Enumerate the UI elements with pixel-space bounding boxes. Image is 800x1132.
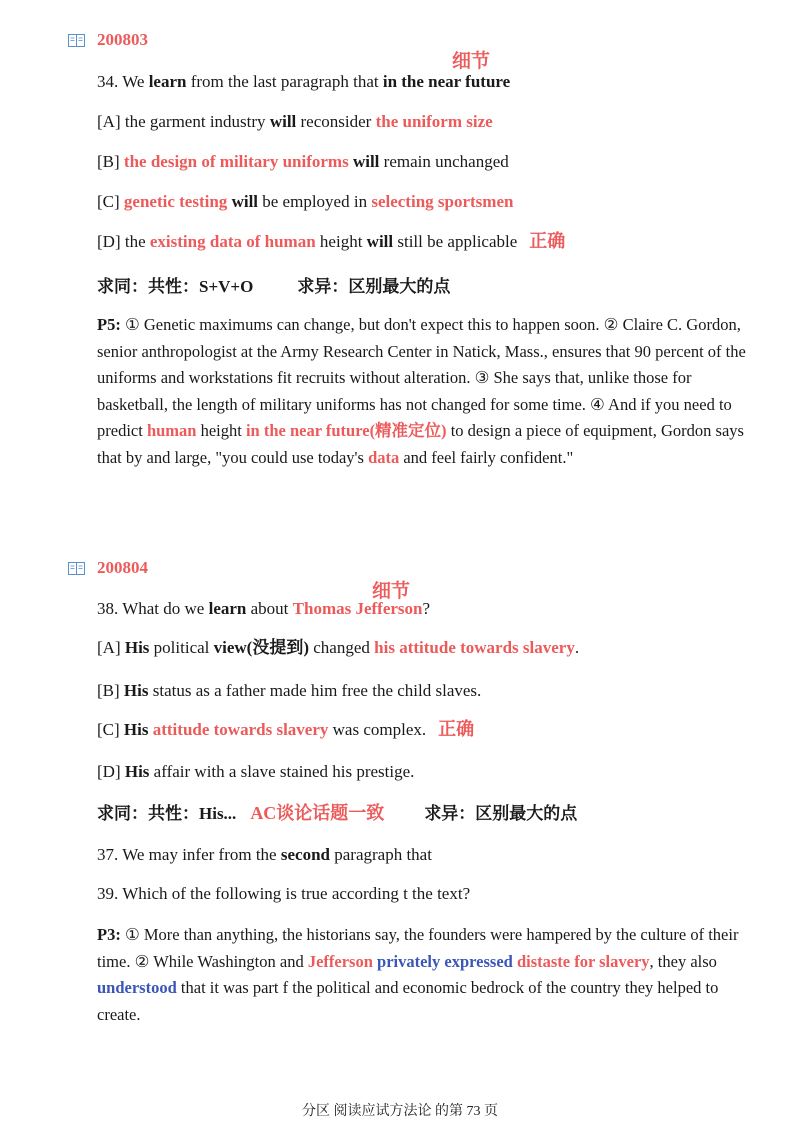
option-b: [B] the design of military uniforms will remain unchanged <box>97 152 509 171</box>
summary-line: 求同：共性：His... AC谈论话题一致 求异：区别最大的点 <box>97 803 578 823</box>
passage-p3: P3: ① More than anything, the historians say, the founders were hampered by the culture of their time. ② While Washington and Jefferson privately expressed distaste for slavery, they also understood that it was part f the political and economic bedrock of the country they helped to create. <box>97 925 739 1024</box>
option-d: [D] the existing data of human height will still be applicable 正确 <box>97 231 566 251</box>
book-icon <box>68 562 85 575</box>
section-header-200803 <box>68 30 148 50</box>
option-c: [C] His attitude towards slavery was complex. 正确 <box>97 719 475 739</box>
option-a: [A] the garment industry will reconsider the uniform size <box>97 112 493 131</box>
book-icon <box>68 34 85 47</box>
question-37: 37. We may infer from the second paragraph that <box>97 845 432 864</box>
summary-line: 求同：共性：S+V+O 求异：区别最大的点 <box>97 277 451 296</box>
option-d: [D] His affair with a slave stained his prestige. <box>97 762 415 781</box>
section-id: 200804 <box>97 558 148 577</box>
section-id: 200803 <box>97 30 148 49</box>
correct-mark: 正确 <box>529 231 566 251</box>
page-footer: 分区 阅读应试方法论 的第 73 页 <box>302 1104 498 1119</box>
option-c: [C] genetic testing will be employed in selecting sportsmen <box>97 192 514 211</box>
question-34: 34. We learn from the last paragraph that in the near future <box>97 72 511 91</box>
question-38: 38. What do we learn about Thomas Jefferson? <box>97 599 431 618</box>
option-a: [A] His political view(没提到) changed his attitude towards slavery. <box>97 638 580 657</box>
section-tag: 细节 <box>372 581 411 602</box>
passage-p5: P5: ① Genetic maximums can change, but don't expect this to happen soon. ② Claire C. Gordon, senior anthropologist at the Army Research Center in Natick, Mass., ensures that 90 percent of the uniforms and workstations fit recruits without alteration. ③ She says that, unlike those for basketball, the length of military uniforms has not changed for some time. ④ And if you need to predict human height in the near future(精准定位) to design a piece of equipment, Gordon says that by and large, "you could use today's data and feel fairly confident." <box>97 315 746 467</box>
section-tag: 细节 <box>452 51 491 72</box>
correct-mark: 正确 <box>438 719 475 739</box>
question-39: 39. Which of the following is true according t the text? <box>97 884 471 903</box>
option-b: [B] His status as a father made him free the child slaves. <box>97 681 482 700</box>
section-header-200804 <box>68 558 148 578</box>
